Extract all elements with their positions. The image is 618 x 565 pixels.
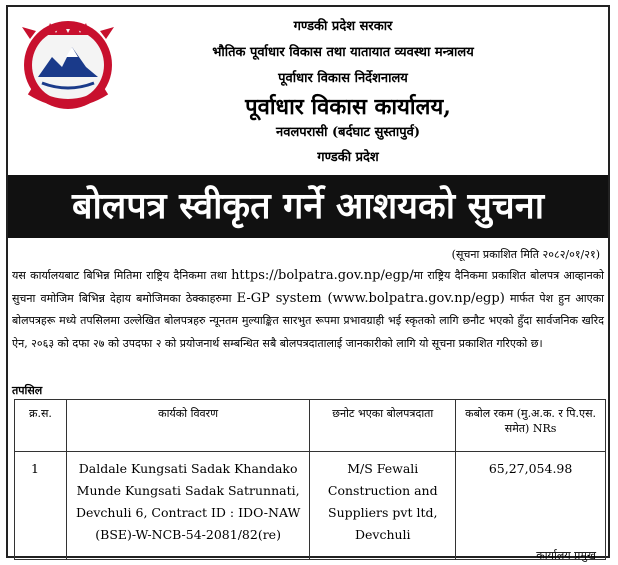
notice-title-banner: बोलपत्र स्वीकृत गर्ने आशयको सुचना	[8, 175, 608, 238]
ministry-name: भौतिक पूर्वाधार विकास तथा यातायात व्यवस्था मन्त्रालय	[212, 45, 474, 60]
egp-system-link: E-GP system (www.bolpatra.gov.np/egp)	[236, 290, 505, 306]
col-header-description: कार्यको विवरण	[66, 400, 309, 452]
col-header-bidder: छनोट भएका बोलपत्रदाता	[310, 400, 456, 452]
row-sn: 1	[15, 452, 67, 560]
bid-table	[14, 399, 606, 560]
body-text-part1: यस कार्यालयबाट बिभिन्न मितिमा राष्ट्रिय दैनिकमा तथा	[12, 269, 232, 282]
office-chief-signature: कार्यालय प्रमुख	[536, 549, 596, 562]
row-description: Daldale Kungsati Sadak Khandako Munde Kungsati Sadak Satrunnati, Devchuli 6, Contract ID : IDO-NAW (BSE)-W-NCB-54-2081/82(re)	[66, 452, 309, 560]
publish-date: (सूचना प्रकाशित मिति २०८२/०१/२१)	[451, 248, 600, 261]
col-header-sn: क्र.स.	[15, 400, 67, 452]
row-amount: 65,27,054.98	[456, 452, 606, 560]
tapasil-heading: तपसिल	[12, 384, 43, 397]
col-header-amount: कबोल रकम (मु.अ.क. र पि.एस. समेत) NRs	[456, 400, 606, 452]
notice-body	[12, 265, 604, 355]
province-name: गण्डकी प्रदेश	[317, 150, 379, 165]
notice-frame	[6, 5, 610, 562]
office-location: नवलपरासी (बर्दघाट सुस्तापुर्व)	[276, 125, 420, 140]
government-name: गण्डकी प्रदेश सरकार	[293, 19, 393, 34]
notice-header	[8, 7, 608, 174]
table-header-row	[15, 400, 606, 452]
table-row	[15, 452, 606, 560]
bolpatra-url: https://bolpatra.gov.np/egp/	[231, 268, 414, 283]
directorate-name: पूर्वाधार विकास निर्देशनालय	[278, 71, 408, 86]
row-bidder: M/S Fewali Construction and Suppliers pvt ltd, Devchuli	[310, 452, 456, 560]
body-text-part3: मार्फत पेश हुन आएका बोलपत्रहरू मध्ये तपसिलमा उल्लेखित बोलपत्रहरु न्यूनतम मुल्याङ्कित सारभुत रूपमा प्रभावग्राही भई स्कृतको लागि छनौट भएको हुँदा सार्वजनिक खरिद ऐन, २०६३ को दफा २७ को उपदफा २ को प्रयोजनार्थ सम्बन्धित सबै बोलपत्रदातालाई जानकारीको लागि यो सूचना प्रकाशित गरिएको छ।	[12, 291, 604, 350]
office-name: पूर्वाधार विकास कार्यालय,	[245, 94, 451, 120]
body-text-part2: मा राष्ट्रिय दैनिकमा प्रकाशित बोलपत्र आव्हानको सुचना वमोजिम बिभिन्न देहाय बमोजिमका ठेक्काहरुमा	[12, 269, 605, 305]
